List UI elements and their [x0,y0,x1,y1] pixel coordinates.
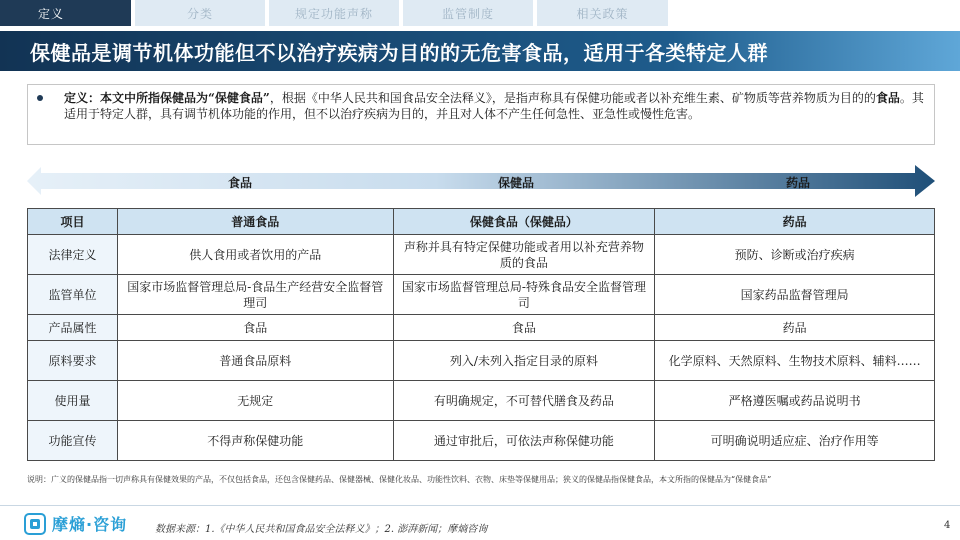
tab-regulation-system[interactable]: 监管制度 [403,0,533,26]
footnote: 说明：广义的保健品指一切声称具有保健效果的产品，不仅包括食品，还包含保健药品、保健器械、保健化妆品、功能性饮料、衣物、床垫等保健用品；狭义的保健品指保健食品，本文所指的保健品为“保健食品” [27,475,772,484]
logo-mark-icon [24,513,46,535]
header-ordinary-food: 普通食品 [117,209,393,235]
table-cell: 食品 [117,315,393,341]
table-header-row [28,209,935,235]
brand-logo [24,512,127,535]
table-row [28,381,935,421]
page-number: 4 [944,520,951,531]
table-cell: 国家市场监督管理总局-食品生产经营安全监督管理司 [117,275,393,315]
arrow-label-health-product: 保健品 [498,176,535,190]
top-tab-bar [0,0,960,28]
table-cell: 预防、诊断或治疗疾病 [655,235,935,275]
footer-divider [0,505,960,506]
bullet-icon [37,95,43,101]
table-cell: 国家市场监督管理总局-特殊食品安全监督管理司 [393,275,655,315]
table-row [28,235,935,275]
table-row [28,421,935,461]
row-label: 监管单位 [28,275,118,315]
tab-definition[interactable]: 定义 [0,0,131,26]
table-cell: 化学原料、天然原料、生物技术原料、辅料…… [655,341,935,381]
header-drug: 药品 [655,209,935,235]
tab-function-claims[interactable]: 规定功能声称 [269,0,399,26]
data-source: 数据来源：1.《中华人民共和国食品安全法释义》；2. 澎湃新闻；摩熵咨询 [155,524,488,535]
comparison-table [27,208,935,461]
definition-text-2: 。其适用于特定人群，具有调节机体功能的作用，但不以治疗疾病为目的，并且对人体不产生任何急性、亚急性或慢性危害。 [64,91,924,121]
header-health-food: 保健食品（保健品） [393,209,655,235]
definition-head: 定义：本文中所指保健品为“保健食品” [64,91,270,105]
table-cell: 国家药品监督管理局 [655,275,935,315]
arrow-label-drug: 药品 [786,176,811,190]
row-label: 产品属性 [28,315,118,341]
table-cell: 通过审批后，可依法声称保健功能 [393,421,655,461]
table-row [28,275,935,315]
table-cell: 有明确规定，不可替代膳食及药品 [393,381,655,421]
tab-classification[interactable]: 分类 [135,0,265,26]
table-cell: 不得声称保健功能 [117,421,393,461]
table-cell: 严格遵医嘱或药品说明书 [655,381,935,421]
table-cell: 食品 [393,315,655,341]
title-bar [0,31,960,71]
table-cell: 无规定 [117,381,393,421]
row-label: 使用量 [28,381,118,421]
row-label: 法律定义 [28,235,118,275]
table-cell: 供人食用或者饮用的产品 [117,235,393,275]
definition-keyword: 食品 [875,91,900,105]
row-label: 功能宣传 [28,421,118,461]
table-cell: 药品 [655,315,935,341]
page-title: 保健品是调节机体功能但不以治疗疾病为目的的无危害食品，适用于各类特定人群 [30,41,768,65]
definition-box [27,84,935,145]
header-item: 项目 [28,209,118,235]
table-cell: 列入/未列入指定目录的原料 [393,341,655,381]
table-cell: 可明确说明适应症、治疗作用等 [655,421,935,461]
tab-related-policies[interactable]: 相关政策 [537,0,668,26]
definition-text-1: ，根据《中华人民共和国食品安全法释义》，是指声称具有保健功能或者以补充维生素、矿物质等营养物质为目的的 [269,91,876,105]
logo-text: 摩熵·咨询 [52,515,128,534]
table-row [28,341,935,381]
table-cell: 声称并具有特定保健功能或者用以补充营养物质的食品 [393,235,655,275]
row-label: 原料要求 [28,341,118,381]
table-row [28,315,935,341]
arrow-label-food: 食品 [228,176,253,190]
table-cell: 普通食品原料 [117,341,393,381]
